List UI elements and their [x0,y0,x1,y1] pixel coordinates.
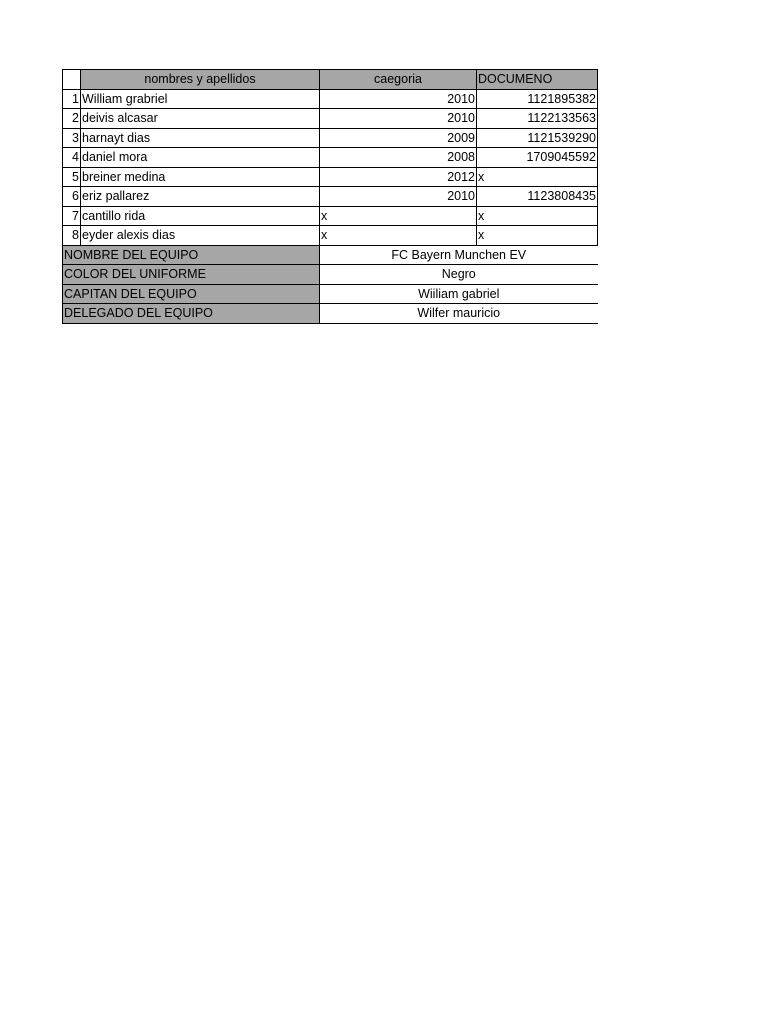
category-cell[interactable]: 2010 [320,109,477,129]
row-number-cell[interactable]: 2 [63,109,81,129]
team-roster-sheet [62,69,598,324]
uniform-color-row [63,265,598,285]
category-cell[interactable]: 2010 [320,187,477,207]
team-name-value[interactable]: FC Bayern Munchen EV [320,245,598,265]
document-cell[interactable]: 1122133563 [477,109,598,129]
header-category-cell[interactable]: caegoria [320,70,477,90]
category-cell[interactable]: 2012 [320,167,477,187]
team-delegate-label[interactable]: DELEGADO DEL EQUIPO [63,304,320,324]
row-number-cell[interactable]: 8 [63,226,81,246]
row-number-cell[interactable]: 6 [63,187,81,207]
document-cell[interactable]: x [477,206,598,226]
team-delegate-value[interactable]: Wilfer mauricio [320,304,598,324]
row-number-cell[interactable]: 4 [63,148,81,168]
uniform-color-label[interactable]: COLOR DEL UNIFORME [63,265,320,285]
player-name-cell[interactable]: harnayt dias [81,128,320,148]
row-number-cell[interactable]: 3 [63,128,81,148]
player-name-cell[interactable]: eyder alexis dias [81,226,320,246]
header-row [63,70,598,90]
player-name-cell[interactable]: William grabriel [81,89,320,109]
category-cell[interactable]: 2009 [320,128,477,148]
category-cell[interactable]: 2010 [320,89,477,109]
team-captain-value[interactable]: Wiiliam gabriel [320,284,598,304]
table-row [63,167,598,187]
header-name-cell[interactable]: nombres y apellidos [81,70,320,90]
document-cell[interactable]: 1709045592 [477,148,598,168]
row-number-cell[interactable]: 1 [63,89,81,109]
document-cell[interactable]: x [477,167,598,187]
player-name-cell[interactable]: daniel mora [81,148,320,168]
team-delegate-row [63,304,598,324]
document-cell[interactable]: 1121539290 [477,128,598,148]
player-name-cell[interactable]: breiner medina [81,167,320,187]
category-cell[interactable]: x [320,226,477,246]
document-cell[interactable]: 1123808435 [477,187,598,207]
player-name-cell[interactable]: cantillo rida [81,206,320,226]
player-name-cell[interactable]: eriz pallarez [81,187,320,207]
row-number-cell[interactable]: 5 [63,167,81,187]
table-row [63,109,598,129]
player-name-cell[interactable]: deivis alcasar [81,109,320,129]
uniform-color-value[interactable]: Negro [320,265,598,285]
table-row [63,187,598,207]
team-name-row [63,245,598,265]
team-captain-row [63,284,598,304]
document-cell[interactable]: x [477,226,598,246]
table-row [63,89,598,109]
header-number-cell[interactable] [63,70,81,90]
row-number-cell[interactable]: 7 [63,206,81,226]
roster-table [62,69,598,324]
category-cell[interactable]: 2008 [320,148,477,168]
team-name-label[interactable]: NOMBRE DEL EQUIPO [63,245,320,265]
team-captain-label[interactable]: CAPITAN DEL EQUIPO [63,284,320,304]
table-row [63,226,598,246]
document-cell[interactable]: 1121895382 [477,89,598,109]
category-cell[interactable]: x [320,206,477,226]
table-row [63,206,598,226]
header-document-cell[interactable]: DOCUMENO [477,70,598,90]
table-row [63,128,598,148]
table-row [63,148,598,168]
